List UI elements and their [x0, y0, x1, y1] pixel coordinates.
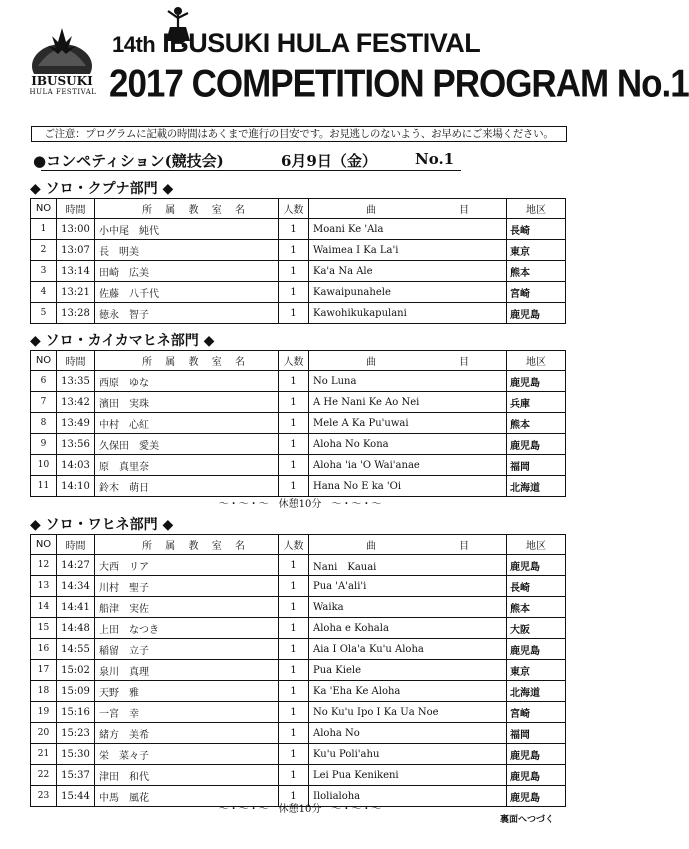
header-char: 所 — [142, 205, 152, 216]
page-header — [0, 0, 689, 120]
entry-area: 大阪 — [507, 618, 566, 639]
entry-song: Nani Kauai — [309, 555, 507, 576]
entry-name: 一宮 幸 — [95, 702, 279, 723]
entry-count: 1 — [279, 597, 309, 618]
entry-song: Aloha No Kona — [309, 434, 507, 455]
entry-name: 川村 聖子 — [95, 576, 279, 597]
table-row — [31, 476, 566, 497]
header-char: 名 — [235, 205, 245, 216]
entry-time: 15:37 — [57, 765, 95, 786]
entry-song: Aloha 'ia 'O Wai'anae — [309, 455, 507, 476]
col-header-no: NO — [31, 199, 57, 219]
col-header-song-text — [312, 537, 503, 552]
entry-number: 16 — [31, 639, 57, 660]
entry-count: 1 — [279, 392, 309, 413]
entry-count: 1 — [279, 681, 309, 702]
entry-number: 9 — [31, 434, 57, 455]
section-title-wahine: ◆ ソロ・ワヒネ部門 ◆ — [30, 517, 174, 533]
entry-area: 鹿児島 — [507, 303, 566, 324]
header-char: 教 — [188, 541, 199, 552]
entry-song: Aia I Ola'a Ku'u Aloha — [309, 639, 507, 660]
entry-number: 3 — [31, 261, 57, 282]
col-header-count: 人数 — [279, 199, 309, 219]
col-header-song — [309, 199, 507, 219]
entry-count: 1 — [279, 765, 309, 786]
header-char: 教 — [188, 205, 199, 216]
continued-note: 裏面へつづく — [500, 815, 555, 825]
table-row — [31, 576, 566, 597]
table-row — [31, 303, 566, 324]
entry-song: Ka'a Na Ale — [309, 261, 507, 282]
entry-name: 小中尾 純代 — [95, 219, 279, 240]
entry-song: Pua 'A'ali'i — [309, 576, 507, 597]
table-row — [31, 555, 566, 576]
table-row — [31, 765, 566, 786]
table-row — [31, 392, 566, 413]
entry-number: 6 — [31, 371, 57, 392]
header-char: 目 — [459, 205, 469, 216]
header-char: 曲 — [366, 205, 376, 216]
col-header-no: NO — [31, 535, 57, 555]
entry-number: 13 — [31, 576, 57, 597]
entry-time: 13:07 — [57, 240, 95, 261]
entry-area: 宮崎 — [507, 702, 566, 723]
col-header-song-text — [312, 353, 503, 368]
table-row — [31, 702, 566, 723]
entry-number: 15 — [31, 618, 57, 639]
entry-time: 14:10 — [57, 476, 95, 497]
table-row — [31, 219, 566, 240]
col-header-school-text — [98, 201, 275, 216]
header-char: 属 — [165, 357, 176, 368]
entry-count: 1 — [279, 786, 309, 807]
entry-song: A He Nani Ke Ao Nei — [309, 392, 507, 413]
table-row — [31, 660, 566, 681]
col-header-song — [309, 351, 507, 371]
entry-count: 1 — [279, 555, 309, 576]
entry-time: 14:48 — [57, 618, 95, 639]
entry-song: Ku'u Poli'ahu — [309, 744, 507, 765]
entry-area: 北海道 — [507, 476, 566, 497]
col-header-area: 地区 — [507, 535, 566, 555]
break-notice: ～・～・～ 休憩10分 ～・～・～ — [218, 499, 382, 510]
entry-name: 西原 ゆな — [95, 371, 279, 392]
entry-number: 4 — [31, 282, 57, 303]
entry-name: 徳永 智子 — [95, 303, 279, 324]
entry-name: 佐藤 八千代 — [95, 282, 279, 303]
entry-count: 1 — [279, 639, 309, 660]
entry-name: 田崎 広美 — [95, 261, 279, 282]
break-notice: ～・～・～ 休憩10分 ～・～・～ — [218, 804, 382, 815]
col-header-time: 時間 — [57, 199, 95, 219]
col-header-school — [95, 351, 279, 371]
header-char: 曲 — [366, 541, 376, 552]
program-table-wahine — [30, 534, 566, 807]
table-row — [31, 371, 566, 392]
entry-song: Ka 'Eha Ke Aloha — [309, 681, 507, 702]
entry-name: 長 明美 — [95, 240, 279, 261]
header-char: 所 — [142, 541, 152, 552]
entry-number: 18 — [31, 681, 57, 702]
entry-number: 23 — [31, 786, 57, 807]
entry-area: 兵庫 — [507, 392, 566, 413]
entry-time: 13:21 — [57, 282, 95, 303]
program-table-kupuna — [30, 198, 566, 324]
entry-area: 福岡 — [507, 723, 566, 744]
table-row — [31, 240, 566, 261]
section-title-kupuna: ◆ ソロ・クプナ部門 ◆ — [30, 181, 174, 197]
entry-area: 鹿児島 — [507, 639, 566, 660]
entry-count: 1 — [279, 702, 309, 723]
entry-time: 14:27 — [57, 555, 95, 576]
entry-name: 原 真里奈 — [95, 455, 279, 476]
entry-number: 20 — [31, 723, 57, 744]
col-header-school — [95, 199, 279, 219]
entry-count: 1 — [279, 660, 309, 681]
title-main: IBUSUKI HULA FESTIVAL — [162, 28, 481, 58]
entry-number: 10 — [31, 455, 57, 476]
entry-time: 15:16 — [57, 702, 95, 723]
entry-song: Waika — [309, 597, 507, 618]
entry-count: 1 — [279, 744, 309, 765]
entry-song: Moani Ke 'Ala — [309, 219, 507, 240]
entry-number: 14 — [31, 597, 57, 618]
heading-underline — [41, 170, 461, 171]
entry-name: 天野 雅 — [95, 681, 279, 702]
header-char: 室 — [211, 357, 222, 368]
entry-time: 14:41 — [57, 597, 95, 618]
entry-count: 1 — [279, 261, 309, 282]
header-char: 名 — [235, 357, 245, 368]
entry-count: 1 — [279, 240, 309, 261]
table-header-row — [31, 199, 566, 219]
entry-time: 15:09 — [57, 681, 95, 702]
entry-area: 鹿児島 — [507, 434, 566, 455]
entry-number: 2 — [31, 240, 57, 261]
entry-number: 5 — [31, 303, 57, 324]
entry-count: 1 — [279, 219, 309, 240]
entry-name: 船津 実佐 — [95, 597, 279, 618]
header-char: 目 — [459, 541, 469, 552]
entry-time: 15:23 — [57, 723, 95, 744]
col-header-time: 時間 — [57, 351, 95, 371]
table-row — [31, 744, 566, 765]
entry-name: 鈴木 萌日 — [95, 476, 279, 497]
col-header-count: 人数 — [279, 535, 309, 555]
title-edition: 14th — [112, 32, 156, 57]
header-char: 室 — [211, 205, 222, 216]
entry-area: 鹿児島 — [507, 555, 566, 576]
entry-song: Pua Kiele — [309, 660, 507, 681]
competition-number: No.1 — [415, 150, 455, 168]
program-table-kaikamahine — [30, 350, 566, 497]
table-row — [31, 639, 566, 660]
table-row — [31, 618, 566, 639]
col-header-area: 地区 — [507, 351, 566, 371]
entry-name: 津田 和代 — [95, 765, 279, 786]
header-char: 室 — [211, 541, 222, 552]
entry-count: 1 — [279, 282, 309, 303]
entry-count: 1 — [279, 723, 309, 744]
entry-area: 鹿児島 — [507, 765, 566, 786]
table-row — [31, 261, 566, 282]
entry-name: 緒方 美希 — [95, 723, 279, 744]
entry-count: 1 — [279, 434, 309, 455]
competition-title: ●コンペティション(競技会) — [33, 152, 224, 170]
entry-song: Waimea I Ka La'i — [309, 240, 507, 261]
entry-name: 中馬 風花 — [95, 786, 279, 807]
entry-number: 21 — [31, 744, 57, 765]
entry-time: 13:49 — [57, 413, 95, 434]
logo-wordmark: IBUSUKI — [31, 74, 93, 88]
col-header-school-text — [98, 537, 275, 552]
table-header-row — [31, 535, 566, 555]
entry-area: 宮崎 — [507, 282, 566, 303]
entry-song: Kawaipunahele — [309, 282, 507, 303]
table-row — [31, 681, 566, 702]
header-char: 曲 — [366, 357, 376, 368]
entry-name: 中村 心紅 — [95, 413, 279, 434]
header-char: 目 — [459, 357, 469, 368]
entry-song: Aloha e Kohala — [309, 618, 507, 639]
entry-area: 長崎 — [507, 576, 566, 597]
entry-name: 上田 なつき — [95, 618, 279, 639]
entry-song: Aloha No — [309, 723, 507, 744]
notice-banner: ご注意：プログラムに記載の時間はあくまで進行の目安です。お見逃しのないよう、お早めにご来場ください。 — [31, 126, 567, 142]
page-title — [112, 28, 480, 59]
entry-time: 13:14 — [57, 261, 95, 282]
entry-time: 14:34 — [57, 576, 95, 597]
logo-subtext: HULA FESTIVAL — [29, 88, 97, 96]
festival-logo — [18, 22, 106, 104]
entry-time: 13:35 — [57, 371, 95, 392]
entry-name: 久保田 愛美 — [95, 434, 279, 455]
entry-area: 鹿児島 — [507, 786, 566, 807]
entry-number: 22 — [31, 765, 57, 786]
entry-name: 大西 リア — [95, 555, 279, 576]
entry-time: 13:00 — [57, 219, 95, 240]
table-row — [31, 282, 566, 303]
entry-song: No Luna — [309, 371, 507, 392]
table-row — [31, 723, 566, 744]
header-char: 属 — [165, 541, 176, 552]
entry-count: 1 — [279, 413, 309, 434]
entry-area: 北海道 — [507, 681, 566, 702]
entry-area: 熊本 — [507, 597, 566, 618]
entry-time: 13:42 — [57, 392, 95, 413]
entry-count: 1 — [279, 371, 309, 392]
col-header-song — [309, 535, 507, 555]
entry-time: 13:56 — [57, 434, 95, 455]
entry-song: Hana No E ka 'Oi — [309, 476, 507, 497]
table-header-row — [31, 351, 566, 371]
entry-count: 1 — [279, 618, 309, 639]
section-title-kaikamahine: ◆ ソロ・カイカマヒネ部門 ◆ — [30, 333, 215, 349]
entry-count: 1 — [279, 476, 309, 497]
entry-name: 泉川 真理 — [95, 660, 279, 681]
entry-number: 12 — [31, 555, 57, 576]
entry-count: 1 — [279, 303, 309, 324]
header-char: 所 — [142, 357, 152, 368]
entry-time: 14:55 — [57, 639, 95, 660]
entry-number: 17 — [31, 660, 57, 681]
col-header-song-text — [312, 201, 503, 216]
competition-date: 6月9日（金） — [281, 152, 377, 170]
entry-song: No Ku'u Ipo I Ka Ua Noe — [309, 702, 507, 723]
entry-name: 濱田 実珠 — [95, 392, 279, 413]
entry-number: 7 — [31, 392, 57, 413]
header-char: 属 — [165, 205, 176, 216]
entry-time: 15:02 — [57, 660, 95, 681]
entry-song: Mele A Ka Pu'uwai — [309, 413, 507, 434]
entry-area: 熊本 — [507, 261, 566, 282]
table-row — [31, 413, 566, 434]
table-row — [31, 434, 566, 455]
header-char: 名 — [235, 541, 245, 552]
col-header-school — [95, 535, 279, 555]
entry-count: 1 — [279, 576, 309, 597]
entry-number: 8 — [31, 413, 57, 434]
col-header-school-text — [98, 353, 275, 368]
header-char: 教 — [188, 357, 199, 368]
col-header-time: 時間 — [57, 535, 95, 555]
entry-time: 14:03 — [57, 455, 95, 476]
entry-name: 稲留 立子 — [95, 639, 279, 660]
entry-number: 19 — [31, 702, 57, 723]
entry-area: 鹿児島 — [507, 744, 566, 765]
entry-song: Ilolialoha — [309, 786, 507, 807]
table-row — [31, 597, 566, 618]
table-row — [31, 455, 566, 476]
entry-name: 栄 菜々子 — [95, 744, 279, 765]
entry-area: 鹿児島 — [507, 371, 566, 392]
entry-number: 1 — [31, 219, 57, 240]
entry-time: 15:44 — [57, 786, 95, 807]
entry-area: 東京 — [507, 660, 566, 681]
entry-count: 1 — [279, 455, 309, 476]
entry-song: Kawohikukapulani — [309, 303, 507, 324]
page-subtitle: 2017 COMPETITION PROGRAM No.1 — [109, 62, 689, 106]
col-header-area: 地区 — [507, 199, 566, 219]
entry-time: 13:28 — [57, 303, 95, 324]
entry-number: 11 — [31, 476, 57, 497]
col-header-no: NO — [31, 351, 57, 371]
entry-area: 福岡 — [507, 455, 566, 476]
entry-area: 東京 — [507, 240, 566, 261]
col-header-count: 人数 — [279, 351, 309, 371]
entry-time: 15:30 — [57, 744, 95, 765]
entry-area: 熊本 — [507, 413, 566, 434]
entry-song: Lei Pua Kenikeni — [309, 765, 507, 786]
entry-area: 長崎 — [507, 219, 566, 240]
